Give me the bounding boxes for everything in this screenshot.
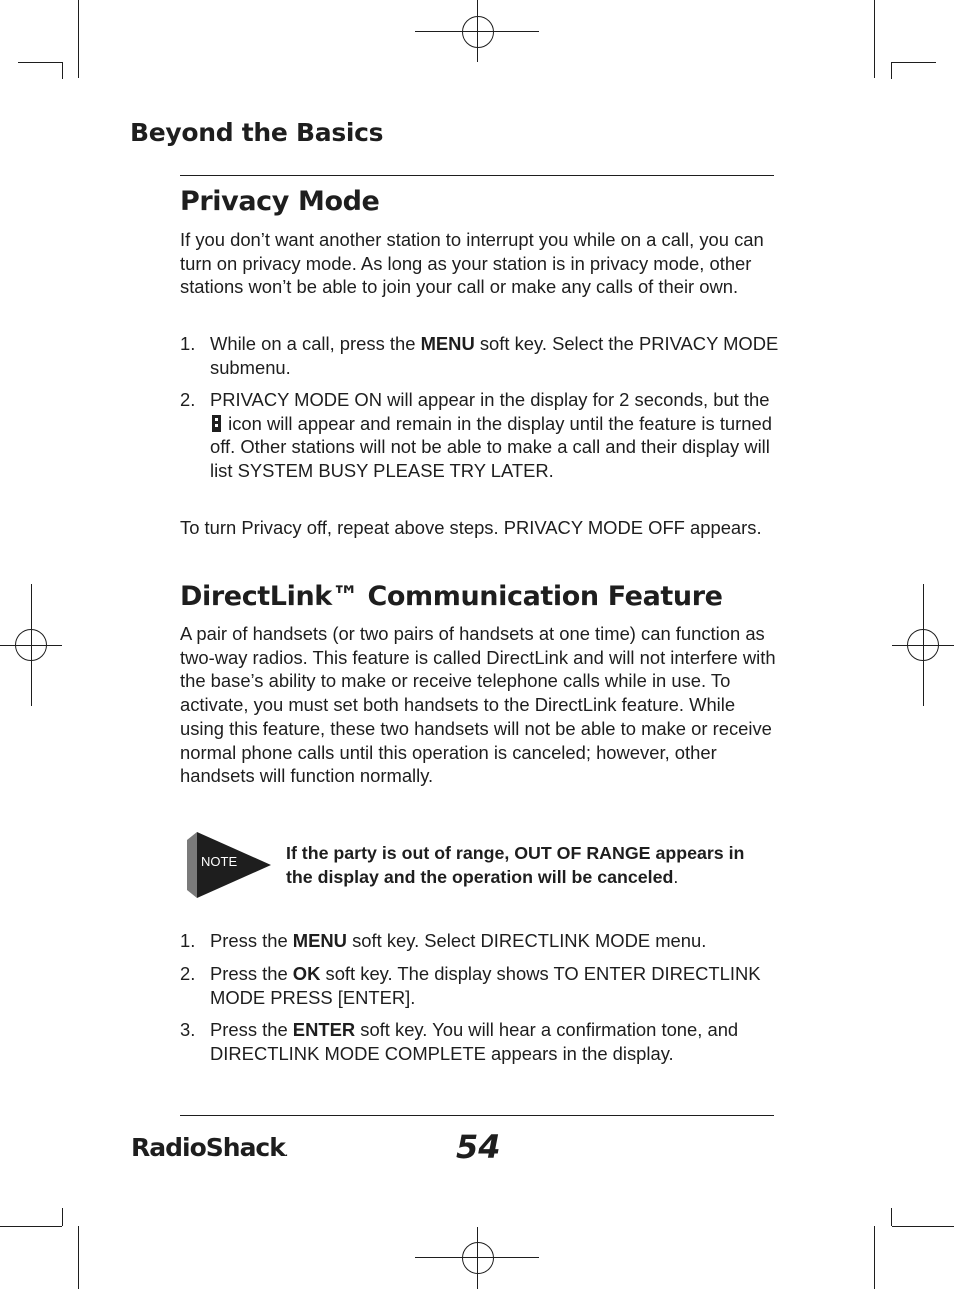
top-rule xyxy=(180,175,774,176)
directlink-intro: A pair of handsets (or two pairs of handsets at one time) can function as two-way radios. This feature is called DirectLink and will not interfere with the base’s ability to make or receive telephone calls while in use. To activate, you must set both handsets to the DirectLink feature. While using this feature, these two handsets will not be able to make or receive normal phone calls until this operation is canceled; however, other handsets will function normally. xyxy=(180,623,776,787)
bottom-rule xyxy=(180,1115,774,1116)
section-title: Beyond the Basics xyxy=(130,118,384,147)
radioshack-logo: RadioShack. xyxy=(131,1133,288,1162)
page-number: 54 xyxy=(456,1128,501,1166)
privacy-step-2: 2. PRIVACY MODE ON will appear in the display for 2 seconds, but the icon will appear and remain in the display until the feature is turned off. Other stations will not be able to make a call and their display will list SYSTEM BUSY PLEASE TRY LATER. xyxy=(180,389,772,482)
directlink-step-2: 2. Press the OK soft key. The display shows TO ENTER DIRECTLINK MODE PRESS [ENTER]. xyxy=(180,963,761,1008)
directlink-step-1: 1. Press the MENU soft key. Select DIRECTLINK MODE menu. xyxy=(180,930,707,951)
directlink-heading: DirectLink™ Communication Feature xyxy=(180,581,723,612)
note-text: If the party is out of range, OUT OF RANGE appears in the display and the operation will be canceled. xyxy=(286,843,745,887)
note-label: NOTE xyxy=(201,854,238,869)
directlink-step-3: 3. Press the ENTER soft key. You will hear a confirmation tone, and DIRECTLINK MODE COMPLETE appears in the display. xyxy=(180,1019,739,1064)
privacy-intro: If you don’t want another station to interrupt you while on a call, you can turn on privacy mode. As long as your station is in privacy mode, other stations won’t be able to join your call or make any calls of their own. xyxy=(180,229,764,298)
privacy-icon xyxy=(212,415,221,432)
note-badge xyxy=(187,832,277,898)
privacy-outro: To turn Privacy off, repeat above steps. PRIVACY MODE OFF appears. xyxy=(180,517,762,538)
privacy-mode-heading: Privacy Mode xyxy=(180,186,380,217)
privacy-step-1: 1. While on a call, press the MENU soft key. Select the PRIVACY MODE submenu. xyxy=(180,333,779,378)
